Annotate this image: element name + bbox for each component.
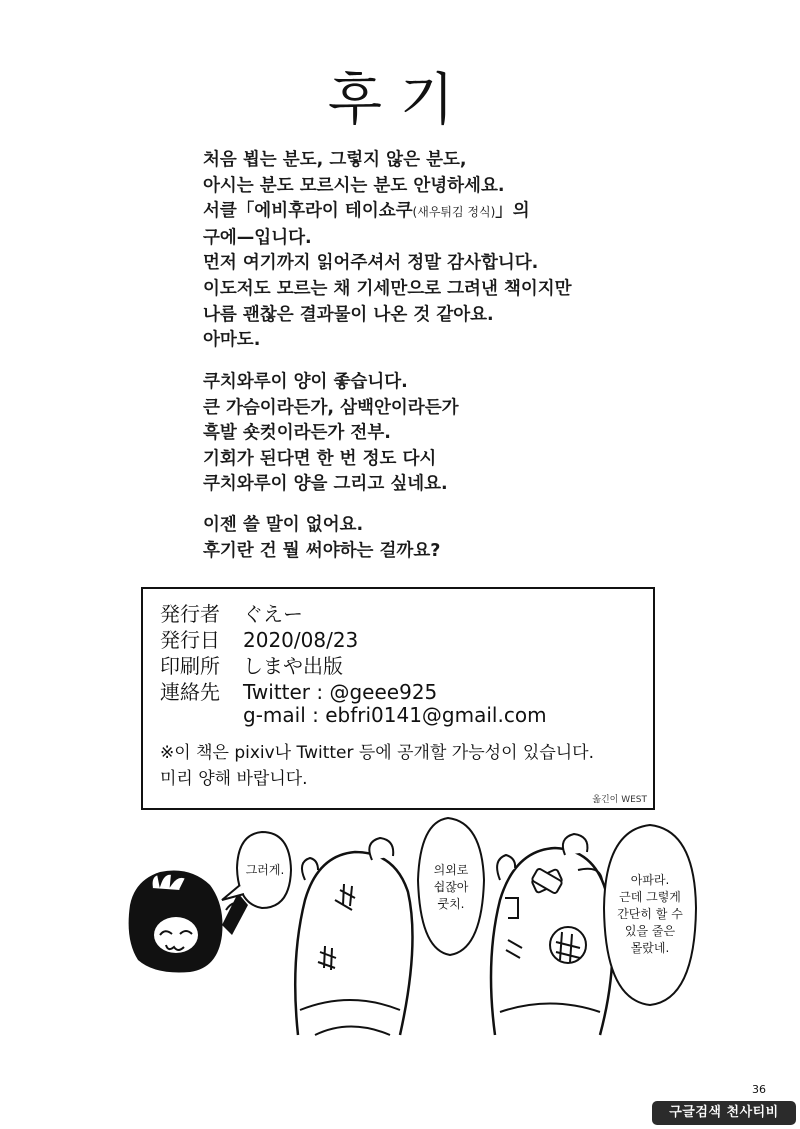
bubble-1-text	[240, 862, 290, 879]
bubble-line: 근데 그렇게	[619, 890, 681, 904]
bubble-line: 아파라.	[630, 873, 670, 887]
afterword-paragraph-2	[203, 370, 643, 498]
gmail-row	[160, 702, 547, 728]
page-title: 후기	[327, 68, 473, 133]
publication-note-line-2: 미리 양해 바랍니다.	[160, 769, 308, 789]
text-annotation: (새우튀김 정식)	[412, 205, 496, 220]
gmail-value: g-mail : ebfri0141@gmail.com	[243, 703, 547, 727]
bubble-line: 쿳치.	[437, 897, 465, 911]
colophon-box	[141, 587, 655, 810]
publication-note-line-1: ※이 책은 pixiv나 Twitter 등에 공개할 가능성이 있습니다.	[160, 743, 594, 763]
date-value: 2020/08/23	[243, 628, 359, 652]
text-line: 큰 가슴이라든가, 삼백안이라든가	[203, 397, 459, 418]
afterword-paragraph-1	[203, 148, 643, 354]
text-line: 이도저도 모르는 채 기세만으로 그려낸 책이지만	[203, 278, 572, 299]
text-line: 먼저 여기까지 읽어주셔서 정말 감사합니다.	[203, 253, 539, 274]
text-segment: 서클「에비후라이 테이쇼쿠	[203, 201, 413, 222]
character-head-right-icon	[491, 834, 613, 1035]
bubble-line: 쉽잖아	[433, 880, 469, 894]
bubble-line: 있을 줄은	[624, 924, 676, 938]
text-segment: 」의	[495, 201, 530, 222]
bubble-line: 그러게.	[245, 863, 285, 877]
date-label: 発行日	[160, 628, 220, 652]
date-row	[160, 627, 358, 653]
printer-row	[160, 653, 343, 679]
text-line: 흑발 숏컷이라든가 전부.	[203, 423, 391, 444]
publisher-label: 発行者	[160, 602, 220, 626]
publisher-value: ぐえー	[243, 602, 303, 626]
text-line: 이젠 쓸 말이 없어요.	[203, 515, 364, 535]
afterword-paragraph-3	[203, 513, 643, 564]
chibi-character-icon	[129, 871, 248, 973]
text-line: 아시는 분도 모르시는 분도 안녕하세요.	[203, 175, 505, 196]
text-line: 구에—입니다.	[203, 227, 312, 248]
text-line: 기회가 된다면 한 번 정도 다시	[203, 448, 437, 469]
text-line: 쿠치와루이 양이 좋습니다.	[203, 372, 408, 392]
publisher-row	[160, 601, 303, 627]
bubble-line: 간단히 할 수	[617, 907, 683, 921]
printer-label: 印刷所	[160, 654, 220, 678]
text-line: 아마도.	[203, 330, 261, 351]
twitter-value: Twitter : @geee925	[243, 680, 438, 704]
watermark-badge: 구글검색 천사티비	[652, 1101, 796, 1125]
text-line: 처음 뵙는 분도, 그렇지 않은 분도,	[203, 150, 467, 170]
text-line: 쿠치와루이 양을 그리고 싶네요.	[203, 474, 448, 495]
bubble-3-text	[606, 872, 694, 957]
bubble-line: 의외로	[433, 863, 469, 877]
text-line: 나름 괜찮은 결과물이 나온 것 같아요.	[203, 304, 494, 325]
translator-credit: 옮긴이 WEST	[592, 795, 647, 805]
bubble-2-text	[420, 862, 482, 913]
character-head-left-icon	[295, 838, 412, 1035]
bubble-line: 몰랐네.	[630, 941, 670, 955]
text-line	[203, 199, 643, 226]
contact-label: 連絡先	[160, 680, 220, 704]
page-number: 36	[752, 1083, 766, 1096]
printer-value: しまや出版	[243, 654, 343, 678]
text-line: 후기란 건 뭘 써야하는 걸까요?	[203, 540, 441, 561]
